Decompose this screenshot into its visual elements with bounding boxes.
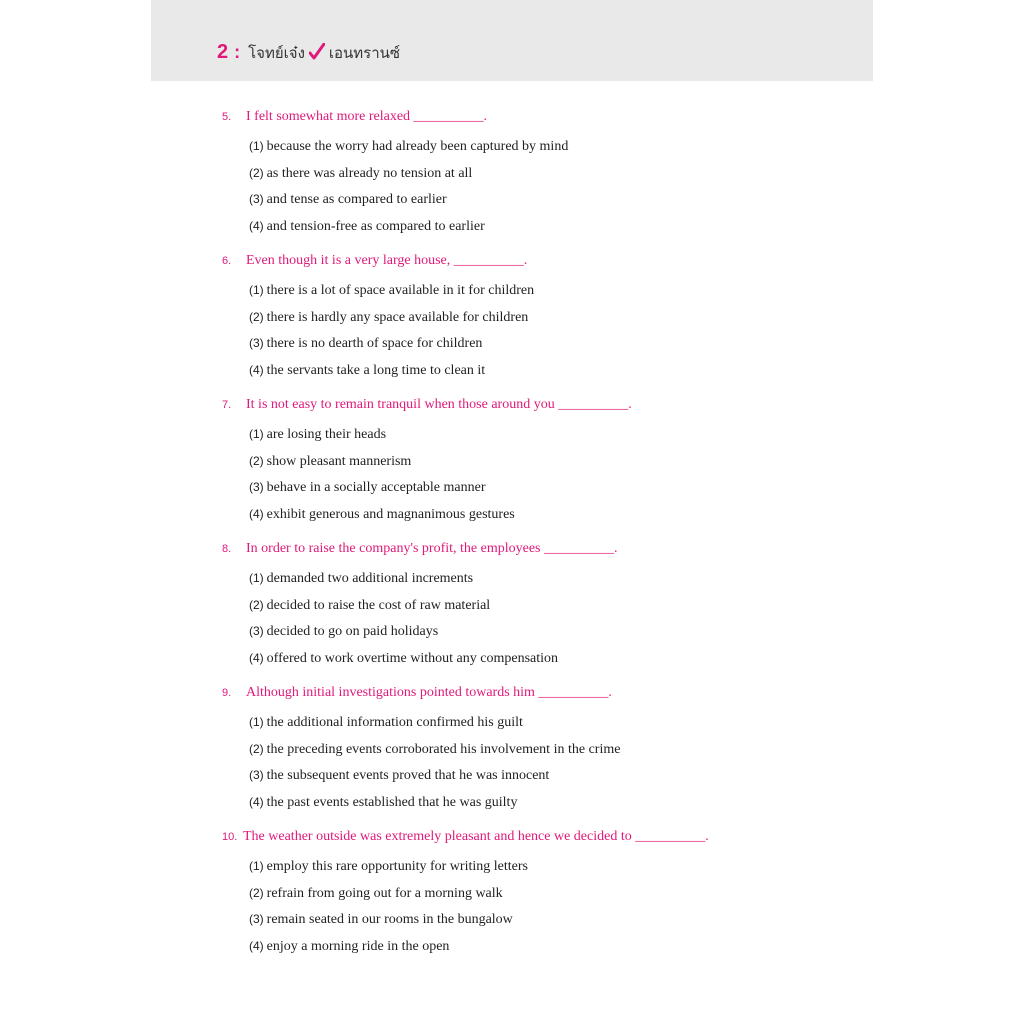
question-number: 9. bbox=[222, 687, 232, 699]
option-item bbox=[249, 795, 517, 811]
question-number: 10. bbox=[222, 831, 238, 843]
question-10 bbox=[222, 829, 709, 845]
option-item bbox=[249, 507, 515, 523]
option-label: (1) bbox=[249, 715, 264, 729]
option-label: (4) bbox=[249, 219, 264, 233]
option-item bbox=[249, 219, 485, 235]
option-item bbox=[249, 192, 447, 208]
option-item bbox=[249, 886, 503, 902]
option-text: offered to work overtime without any compensation bbox=[266, 651, 559, 666]
option-text: because the worry had already been captured by mind bbox=[266, 139, 569, 154]
option-text: show pleasant mannerism bbox=[266, 454, 412, 469]
question-number: 5. bbox=[222, 111, 232, 123]
question-number: 6. bbox=[222, 255, 232, 267]
option-label: (4) bbox=[249, 507, 264, 521]
option-text: refrain from going out for a morning walk bbox=[266, 886, 503, 901]
option-item bbox=[249, 624, 438, 640]
option-label: (3) bbox=[249, 336, 264, 350]
option-label: (2) bbox=[249, 454, 264, 468]
option-text: demanded two additional increments bbox=[266, 571, 474, 586]
option-label: (4) bbox=[249, 795, 264, 809]
option-text: the preceding events corroborated his involvement in the crime bbox=[266, 742, 621, 757]
option-item bbox=[249, 912, 513, 928]
header-content bbox=[217, 40, 400, 65]
question-8 bbox=[222, 541, 618, 557]
question-number: 8. bbox=[222, 543, 232, 555]
option-item bbox=[249, 310, 528, 326]
book-page bbox=[151, 0, 873, 1024]
question-7 bbox=[222, 397, 632, 413]
question-5 bbox=[222, 109, 487, 125]
option-item bbox=[249, 742, 620, 758]
page-header bbox=[151, 0, 873, 81]
option-item bbox=[249, 715, 523, 731]
option-text: the subsequent events proved that he was innocent bbox=[266, 768, 550, 783]
option-text: as there was already no tension at all bbox=[266, 166, 473, 181]
option-label: (2) bbox=[249, 166, 264, 180]
option-text: the additional information confirmed his guilt bbox=[266, 715, 523, 730]
option-text: are losing their heads bbox=[266, 427, 387, 442]
page-separator: : bbox=[234, 42, 241, 62]
option-text: there is no dearth of space for children bbox=[266, 336, 483, 351]
option-text: decided to go on paid holidays bbox=[266, 624, 439, 639]
option-label: (4) bbox=[249, 651, 264, 665]
option-item bbox=[249, 768, 549, 784]
option-label: (3) bbox=[249, 192, 264, 206]
option-text: decided to raise the cost of raw material bbox=[266, 598, 491, 613]
option-label: (1) bbox=[249, 859, 264, 873]
brand-title-part1: โจทย์เจ๋ง bbox=[248, 44, 305, 62]
option-label: (1) bbox=[249, 283, 264, 297]
option-label: (4) bbox=[249, 363, 264, 377]
option-text: exhibit generous and magnanimous gestures bbox=[266, 507, 515, 522]
option-text: behave in a socially acceptable manner bbox=[266, 480, 486, 495]
option-label: (1) bbox=[249, 571, 264, 585]
option-item bbox=[249, 363, 485, 379]
option-label: (2) bbox=[249, 742, 264, 756]
question-stem: Although initial investigations pointed towards him __________. bbox=[246, 685, 612, 700]
option-item bbox=[249, 859, 528, 875]
option-text: remain seated in our rooms in the bungalow bbox=[266, 912, 513, 927]
question-stem: The weather outside was extremely pleasant and hence we decided to __________. bbox=[243, 829, 709, 844]
option-item bbox=[249, 651, 558, 667]
option-label: (4) bbox=[249, 939, 264, 953]
option-item bbox=[249, 939, 449, 955]
option-label: (1) bbox=[249, 427, 264, 441]
question-number: 7. bbox=[222, 399, 232, 411]
option-text: employ this rare opportunity for writing letters bbox=[266, 859, 528, 874]
question-stem: Even though it is a very large house, __________. bbox=[246, 253, 528, 268]
option-item bbox=[249, 336, 482, 352]
option-label: (3) bbox=[249, 624, 264, 638]
option-label: (2) bbox=[249, 598, 264, 612]
question-6 bbox=[222, 253, 527, 269]
brand-title-part2: เอนทรานซ์ bbox=[328, 44, 401, 62]
option-label: (2) bbox=[249, 310, 264, 324]
question-stem: I felt somewhat more relaxed __________. bbox=[246, 109, 488, 124]
page-number: 2 bbox=[217, 41, 229, 63]
option-text: there is hardly any space available for children bbox=[266, 310, 529, 325]
option-item bbox=[249, 571, 473, 587]
option-text: the servants take a long time to clean it bbox=[266, 363, 486, 378]
option-text: and tension-free as compared to earlier bbox=[266, 219, 485, 234]
option-item bbox=[249, 139, 568, 155]
option-item bbox=[249, 480, 486, 496]
option-text: there is a lot of space available in it for children bbox=[266, 283, 535, 298]
option-text: the past events established that he was guilty bbox=[266, 795, 518, 810]
option-label: (3) bbox=[249, 768, 264, 782]
option-item bbox=[249, 166, 472, 182]
option-item bbox=[249, 454, 411, 470]
option-item bbox=[249, 283, 534, 299]
question-9 bbox=[222, 685, 612, 701]
option-label: (3) bbox=[249, 912, 264, 926]
option-label: (1) bbox=[249, 139, 264, 153]
question-stem: It is not easy to remain tranquil when those around you __________. bbox=[246, 397, 632, 412]
check-icon bbox=[309, 43, 325, 61]
option-text: enjoy a morning ride in the open bbox=[266, 939, 450, 954]
option-text: and tense as compared to earlier bbox=[266, 192, 447, 207]
option-label: (3) bbox=[249, 480, 264, 494]
option-item bbox=[249, 598, 490, 614]
option-label: (2) bbox=[249, 886, 264, 900]
option-item bbox=[249, 427, 386, 443]
question-stem: In order to raise the company's profit, the employees __________. bbox=[246, 541, 618, 556]
